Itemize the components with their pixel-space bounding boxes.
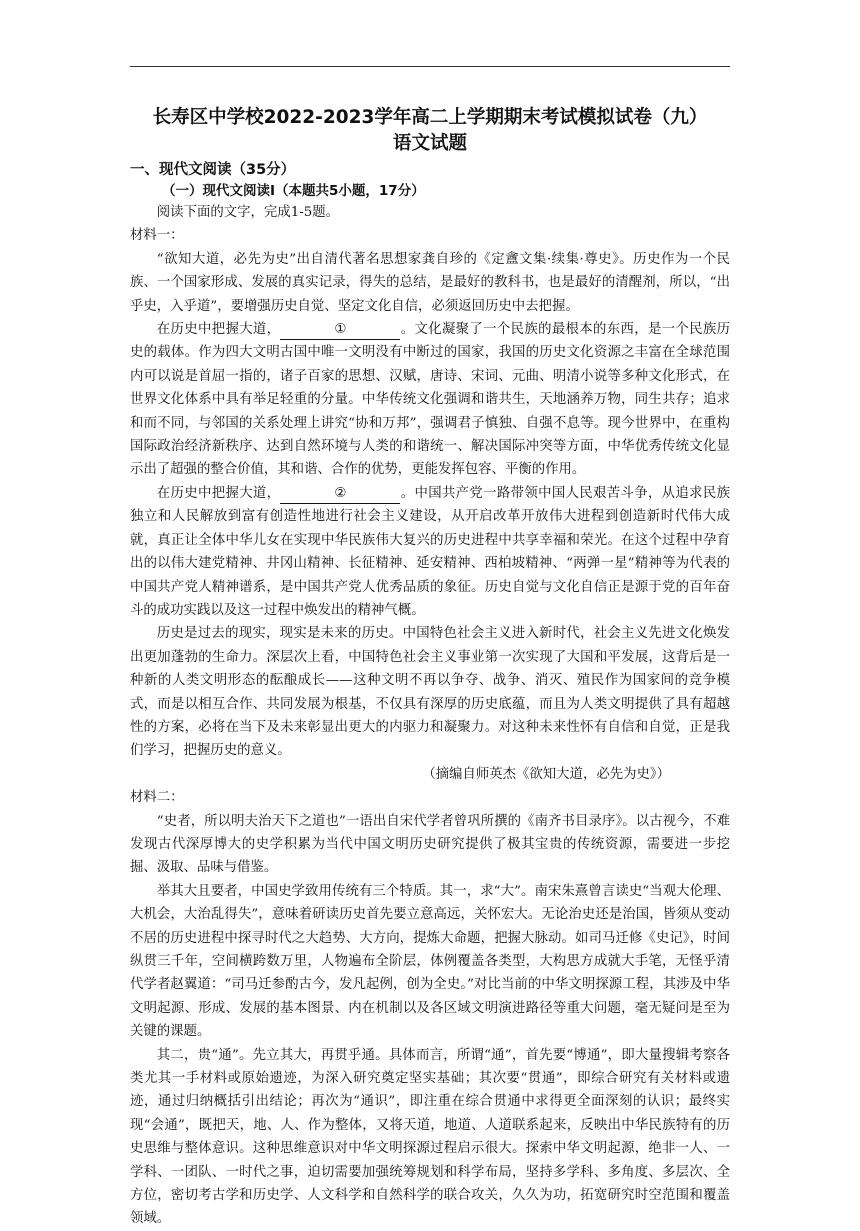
material1-source: （摘编自师英杰《欲知大道，必先为史》） xyxy=(422,766,670,782)
material1-paragraph-1: “欲知大道，必先为史”出自清代著名思想家龚自珍的《定盦文集·续集·尊史》。历史作为一个民族、一个国家形成、发展的真实记录，得失的总结，是最好的教科书，也是最好的清醒剂，所以，“出乎史，入乎道”，要增强历史自觉、坚定文化自信，必须返回历史中去把握。 xyxy=(130,251,730,314)
instruction-text: 阅读下面的文字，完成1-5题。 xyxy=(156,205,340,220)
paragraph-lead: 在历史中把握大道， xyxy=(156,485,281,501)
fill-blank-1: ① xyxy=(280,321,400,340)
material1-paragraph-3 xyxy=(130,482,730,622)
exam-subtitle: 语文试题 xyxy=(392,133,467,154)
material2-paragraph-3: 其二，贵“通”。先立其大，再贯乎通。具体而言，所谓“通”，首先要“博通”，即大量搜辑考察各类尤其一手材料或原始遗迹，为深入研究奠定坚实基础；其次要“贯通”，即综合研究有关材料或遗迹，通过归纳概括引出结论；再次为“通识”，即注重在综合贯通中求得更全面深刻的认识；最终实现“会通”，既把天，地、人、作为整体，又将天道，地道、人道联系起来，反映出中华民族特有的历史思维与整体意识。这种思维意识对中华文明探源过程启示很大。探索中华文明起源，绝非一人、一学科、一团队、一时代之事，迫切需要加强统筹规划和科学布局，坚持多学科、多角度、多层次、全方位，密切考古学和历史学、人文科学和自然科学的联合攻关，久久为功，拓宽研究时空范围和覆盖领域。 xyxy=(130,1047,730,1227)
fill-blank-2: ② xyxy=(280,485,400,504)
material2-paragraph-2: 举其大且要者，中国史学致用传统有三个特质。其一，求“大”。南宋朱熹曾言读史“当观大伦理、大机会，大治乱得失”，意味着研读历史首先要立意高远，关怀宏大。无论治史还是治国，皆须从变动不居的历史进程中探寻时代之大趋势、大方向，提炼大命题，把握大脉动。如司马迁修《史记》，时间纵贯三千年，空间横跨数万里，人物遍布全阶层，体例覆盖各类型，大构思方成就大手笔，无怪乎清代学者赵翼道：“司马迁参酌古今，发凡起例，创为全史。”对比当前的中华文明探源工程，其涉及中华文明起源、形成、发展的基本图景、内在机制以及各区域文明演进路径等重大问题，毫无疑问是至为关键的课题。 xyxy=(130,883,730,1040)
paragraph-rest: 。中国共产党一路带领中国人民艰苦斗争，从追求民族独立和人民解放到富有创造性地进行社会主义建设，从开启改革开放伟大进程到创造新时代伟大成就，真正让全体中华儿女在实现中华民族伟大复兴的历史进程中共享幸福和荣光。在这个过程中孕育出的以伟大建党精神、井冈山精神、长征精神、延安精神、西柏坡精神、“两弹一星”精神等为代表的中国共产党人精神谱系，是中国共产党人优秀品质的象征。历史自觉与文化自信正是源于党的百年奋斗的成功实践以及这一过程中焕发出的精神气概。 xyxy=(130,485,731,618)
paragraph-rest: 。文化凝聚了一个民族的最根本的东西，是一个民族历史的载体。作为四大文明古国中唯一文明没有中断过的国家，我国的历史文化资源之丰富在全球范围内可以说是首屈一指的，诸子百家的思想、汉赋，唐诗、宋词、元曲、明清小说等多种文化形式，在世界文化体系中具有举足轻重的分量。中华传统文化强调和谐共生，天地涵养万物，同生共存；追求和而不同，与邻国的关系处理上讲究“协和万邦”，强调君子慎独、自强不息等。现今世界中，在重构国际政治经济新秩序、达到自然环境与人类的和谐统一、解决国际冲突等方面，中华优秀传统文化显示出了超强的整合价值，其和谐、合作的优势，更能发挥包容、平衡的作用。 xyxy=(130,322,731,478)
material1-paragraph-2 xyxy=(130,318,730,482)
material2-paragraph-1: “史者，所以明夫治天下之道也”一语出自宋代学者曾巩所撰的《南齐书目录序》。以古视今，不难发现古代深厚博大的史学积累为当代中国文明历史研究提供了极其宝贵的传统资源，需要进一步挖掘、汲取、品味与借鉴。 xyxy=(130,813,730,876)
exam-title: 长寿区中学校2022-2023学年高二上学期期末考试模拟试卷（九） xyxy=(152,107,708,128)
material1-paragraph-4: 历史是过去的现实，现实是未来的历史。中国特色社会主义进入新时代，社会主义先进文化焕发出更加蓬勃的生命力。深层次上看，中国特色社会主义事业第一次实现了大国和平发展，这背后是一种新的人类文明形态的酝酿成长——这种文明不再以争夺、战争、消灭、殖民作为国家间的竞争模式，而是以相互合作、共同发展为根基，不仅具有深厚的历史底蕴，而且为人类文明提供了具有超越性的方案，必将在当下及未来彰显出更大的内驱力和凝聚力。对这种未来性怀有自信和自觉，正是我们学习，把握历史的意义。 xyxy=(130,626,730,759)
paragraph-lead: 在历史中把握大道， xyxy=(156,322,281,338)
header-rule xyxy=(130,66,730,67)
subsection-heading: （一）现代文阅读Ⅰ（本题共5小题，17分） xyxy=(162,183,425,199)
material2-label: 材料二： xyxy=(130,790,184,806)
reading-passage xyxy=(130,201,730,1231)
section-heading: 一、现代文阅读（35分） xyxy=(130,162,296,178)
material1-label: 材料一： xyxy=(130,228,184,244)
